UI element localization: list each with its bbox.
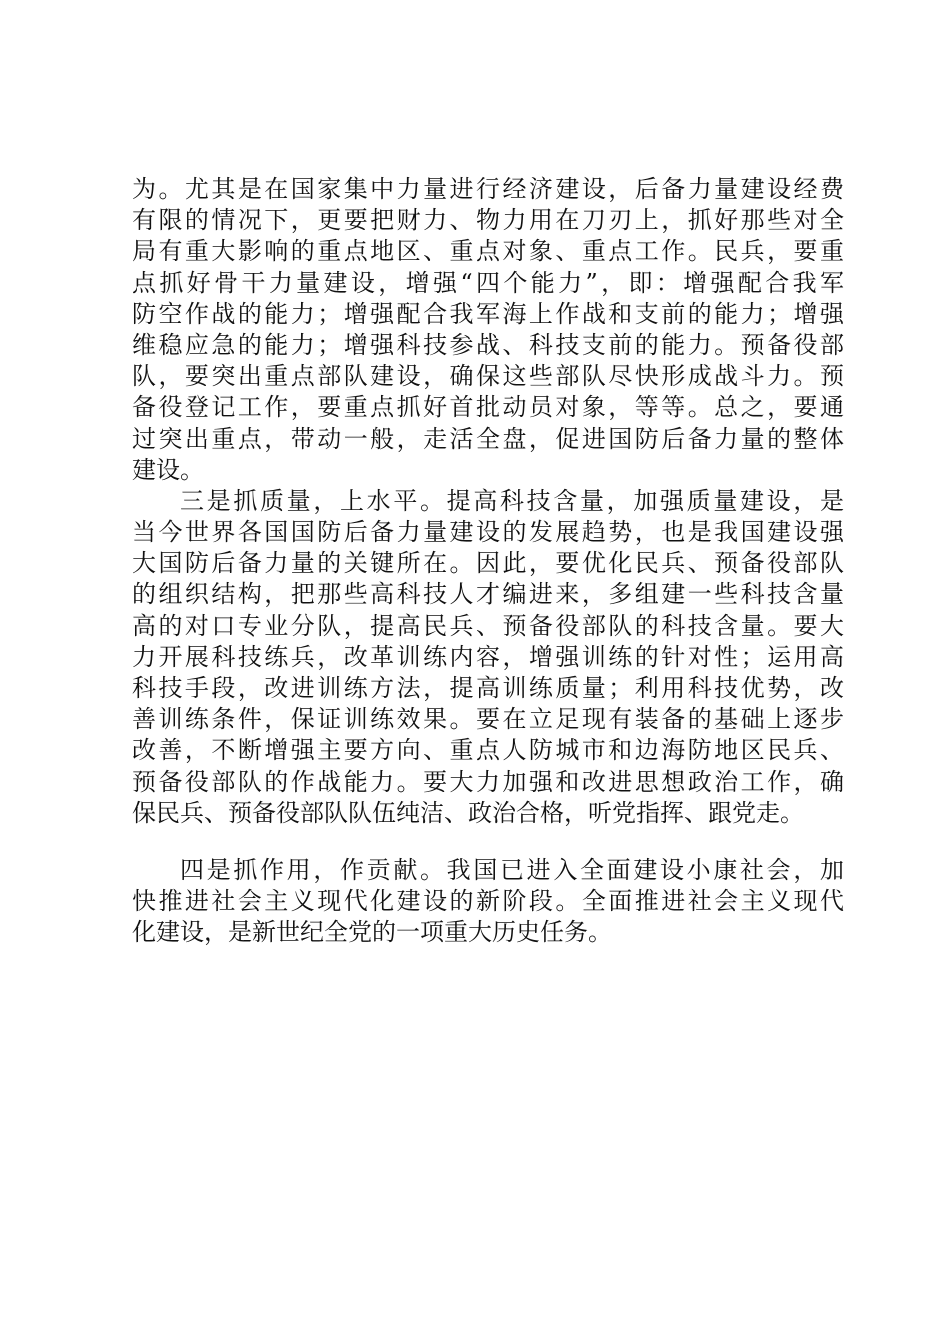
paragraph-1 (132, 174, 844, 486)
text-line: 力开展科技练兵，改革训练内容，增强训练的针对性；运用高 (132, 642, 844, 671)
text-line: 有限的情况下，更要把财力、物力用在刀刃上，抓好那些对全 (132, 206, 844, 235)
text-line: 善训练条件，保证训练效果。要在立足现有装备的基础上逐步 (132, 705, 844, 734)
text-line: 维稳应急的能力；增强科技参战、科技支前的能力。预备役部 (132, 330, 844, 359)
paragraph-3 (132, 855, 844, 949)
document-body (132, 174, 844, 949)
text-line: 四是抓作用，作贡献。我国已进入全面建设小康社会，加 (180, 855, 844, 884)
text-line: 当今世界各国国防后备力量建设的发展趋势，也是我国建设强 (132, 518, 844, 547)
text-line: 的组织结构，把那些高科技人才编进来，多组建一些科技含量 (132, 580, 844, 609)
text-line: 改善，不断增强主要方向、重点人防城市和边海防地区民兵、 (132, 736, 844, 765)
text-line: 化建设，是新世纪全党的一项重大历史任务。 (132, 918, 612, 947)
text-line: 过突出重点，带动一般，走活全盘，促进国防后备力量的整体 (132, 424, 844, 453)
text-line: 高的对口专业分队，提高民兵、预备役部队的科技含量。要大 (132, 611, 844, 640)
text-line: 点抓好骨干力量建设，增强“四个能力”，即：增强配合我军 (132, 268, 844, 297)
text-line: 三是抓质量，上水平。提高科技含量，加强质量建设，是 (180, 486, 844, 515)
text-line: 队，要突出重点部队建设，确保这些部队尽快形成战斗力。预 (132, 362, 844, 391)
text-line: 局有重大影响的重点地区、重点对象、重点工作。民兵，要重 (132, 237, 844, 266)
text-line: 备役登记工作，要重点抓好首批动员对象，等等。总之，要通 (132, 393, 844, 422)
text-line: 预备役部队的作战能力。要大力加强和改进思想政治工作，确 (132, 767, 844, 796)
text-line: 防空作战的能力；增强配合我军海上作战和支前的能力；增强 (132, 299, 844, 328)
text-line: 大国防后备力量的关键所在。因此，要优化民兵、预备役部队 (132, 549, 844, 578)
text-line: 快推进社会主义现代化建设的新阶段。全面推进社会主义现代 (132, 887, 844, 916)
paragraph-2 (132, 486, 844, 829)
text-line: 建设。 (132, 455, 204, 484)
text-line: 科技手段，改进训练方法，提高训练质量；利用科技优势，改 (132, 674, 844, 702)
text-line: 保民兵、预备役部队队伍纯洁、政治合格，听党指挥、跟党走。 (132, 798, 804, 827)
text-line: 为。尤其是在国家集中力量进行经济建设，后备力量建设经费 (132, 175, 844, 203)
